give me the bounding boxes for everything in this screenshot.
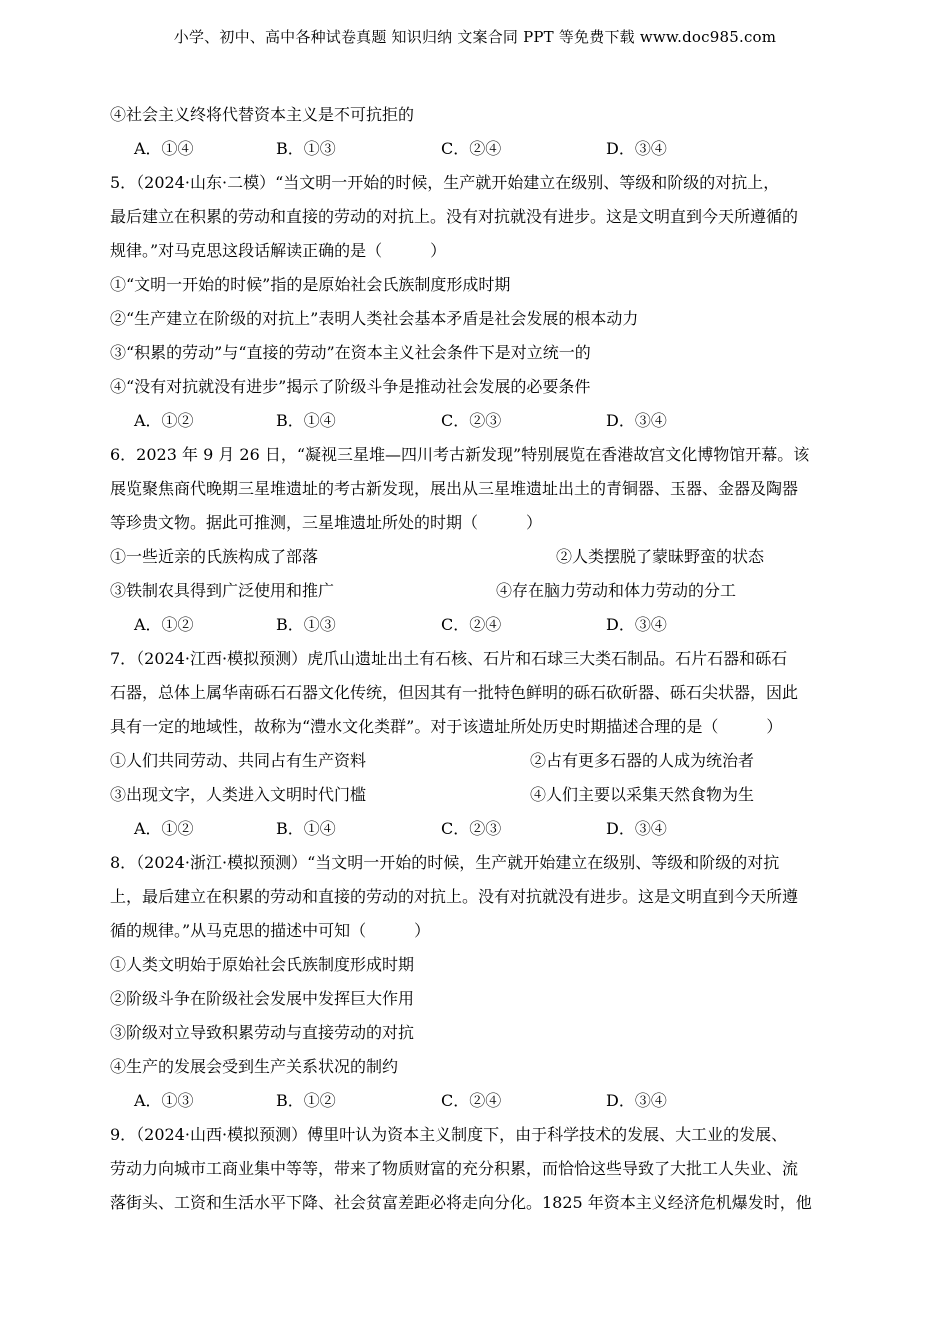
q5-stem-line-1: 5．（2024·山东·二模）“当文明一开始的时候，生产就开始建立在级别、等级和阶级的对抗上， [110,173,780,192]
q5-statement-3: ③“积累的劳动”与“直接的劳动”在资本主义社会条件下是对立统一的 [110,343,591,362]
q6-stem-line-2: 展览聚焦商代晚期三星堆遗址的考古新发现，展出从三星堆遗址出土的青铜器、玉器、金器及陶器 [110,479,799,498]
q4-option-d[interactable]: D．③④ [606,139,667,158]
q5-option-b[interactable]: B．①④ [276,411,336,430]
q4-options [110,132,842,166]
q8-stem-line-1: 8．（2024·浙江·模拟预测）“当文明一开始的时候，生产就开始建立在级别、等级和阶级的对抗 [110,853,780,872]
q8-statement-3: ③阶级对立导致积累劳动与直接劳动的对抗 [110,1023,415,1042]
q7-option-d[interactable]: D．③④ [606,819,667,838]
q6-statements-row-1 [110,540,842,574]
q5-options [110,404,842,438]
q7-statement-3: ③出现文字，人类进入文明时代门槛 [110,785,367,804]
q8-option-b[interactable]: B．①② [276,1091,336,1110]
q5-statement-2: ②“生产建立在阶级的对抗上”表明人类社会基本矛盾是社会发展的根本动力 [110,309,639,328]
q6-statement-1: ①一些近亲的氏族构成了部落 [110,547,319,566]
q4-option-a[interactable]: A．①④ [134,139,194,158]
q8-option-a[interactable]: A．①③ [134,1091,194,1110]
q7-stem-line-1: 7．（2024·江西·模拟预测）虎爪山遗址出土有石核、石片和石球三大类石制品。石片石器和砾石 [110,649,788,668]
q8-stem-line-3: 循的规律。”从马克思的描述中可知（ ） [110,921,431,940]
q4-option-b[interactable]: B．①③ [276,139,336,158]
q8-option-c[interactable]: C．②④ [441,1091,502,1110]
q7-stem-line-3: 具有一定的地域性，故称为“澧水文化类群”。对于该遗址所处历史时期描述合理的是（ ） [110,717,783,736]
q8-statement-1: ①人类文明始于原始社会氏族制度形成时期 [110,955,415,974]
q5-statement-4: ④“没有对抗就没有进步”揭示了阶级斗争是推动社会发展的必要条件 [110,377,591,396]
q7-stem-line-2: 石器，总体上属华南砾石石器文化传统，但因其有一批特色鲜明的砾石砍斫器、砾石尖状器，因此 [110,683,799,702]
q5-stem-line-3: 规律。”对马克思这段话解读正确的是（ ） [110,241,447,260]
q6-stem-line-1: 6．2023 年 9 月 26 日，“凝视三星堆—四川考古新发现”特别展览在香港故宫文化博物馆开幕。该 [110,445,810,464]
q8-option-d[interactable]: D．③④ [606,1091,667,1110]
q8-statement-4: ④生产的发展会受到生产关系状况的制约 [110,1057,399,1076]
q7-options [110,812,842,846]
q7-statements-row-1 [110,744,842,778]
q5-option-c[interactable]: C．②③ [441,411,502,430]
q6-option-b[interactable]: B．①③ [276,615,336,634]
q6-option-a[interactable]: A．①② [134,615,194,634]
q7-option-c[interactable]: C．②③ [441,819,502,838]
q6-options [110,608,842,642]
q4-statement-4: ④社会主义终将代替资本主义是不可抗拒的 [110,105,415,124]
q6-statement-3: ③铁制农具得到广泛使用和推广 [110,581,335,600]
q5-stem-line-2: 最后建立在积累的劳动和直接的劳动的对抗上。没有对抗就没有进步。这是文明直到今天所遵循的 [110,207,799,226]
q6-stem-line-3: 等珍贵文物。据此可推测，三星堆遗址所处的时期（ ） [110,513,543,532]
q6-option-d[interactable]: D．③④ [606,615,667,634]
q9-stem-line-2: 劳动力向城市工商业集中等等，带来了物质财富的充分积累，而恰恰这些导致了大批工人失业、流 [110,1159,799,1178]
q7-option-a[interactable]: A．①② [134,819,194,838]
q7-statement-1: ①人们共同劳动、共同占有生产资料 [110,751,367,770]
q6-statements-row-2 [110,574,842,608]
q4-option-c[interactable]: C．②④ [441,139,502,158]
q8-stem-line-2: 上，最后建立在积累的劳动和直接的劳动的对抗上。没有对抗就没有进步。这是文明直到今天所遵 [110,887,799,906]
page-header: 小学、初中、高中各种试卷真题 知识归纳 文案合同 PPT 等免费下载 www.doc985.com [173,28,777,46]
q5-statement-1: ①“文明一开始的时候”指的是原始社会氏族制度形成时期 [110,275,511,294]
q6-statement-4: ④存在脑力劳动和体力劳动的分工 [496,581,737,600]
q7-option-b[interactable]: B．①④ [276,819,336,838]
q8-options [110,1084,842,1118]
q7-statement-4: ④人们主要以采集天然食物为生 [530,785,755,804]
q9-stem-line-1: 9．（2024·山西·模拟预测）傅里叶认为资本主义制度下，由于科学技术的发展、大工业的发展、 [110,1125,788,1144]
q9-stem-line-3: 落街头、工资和生活水平下降、社会贫富差距必将走向分化。1825 年资本主义经济危机爆发时，他 [110,1193,812,1212]
q7-statement-2: ②占有更多石器的人成为统治者 [530,751,755,770]
q5-option-a[interactable]: A．①② [134,411,194,430]
q7-statements-row-2 [110,778,842,812]
q6-statement-2: ②人类摆脱了蒙昧野蛮的状态 [556,547,765,566]
q6-option-c[interactable]: C．②④ [441,615,502,634]
q8-statement-2: ②阶级斗争在阶级社会发展中发挥巨大作用 [110,989,415,1008]
document-body [110,98,842,1220]
q5-option-d[interactable]: D．③④ [606,411,667,430]
